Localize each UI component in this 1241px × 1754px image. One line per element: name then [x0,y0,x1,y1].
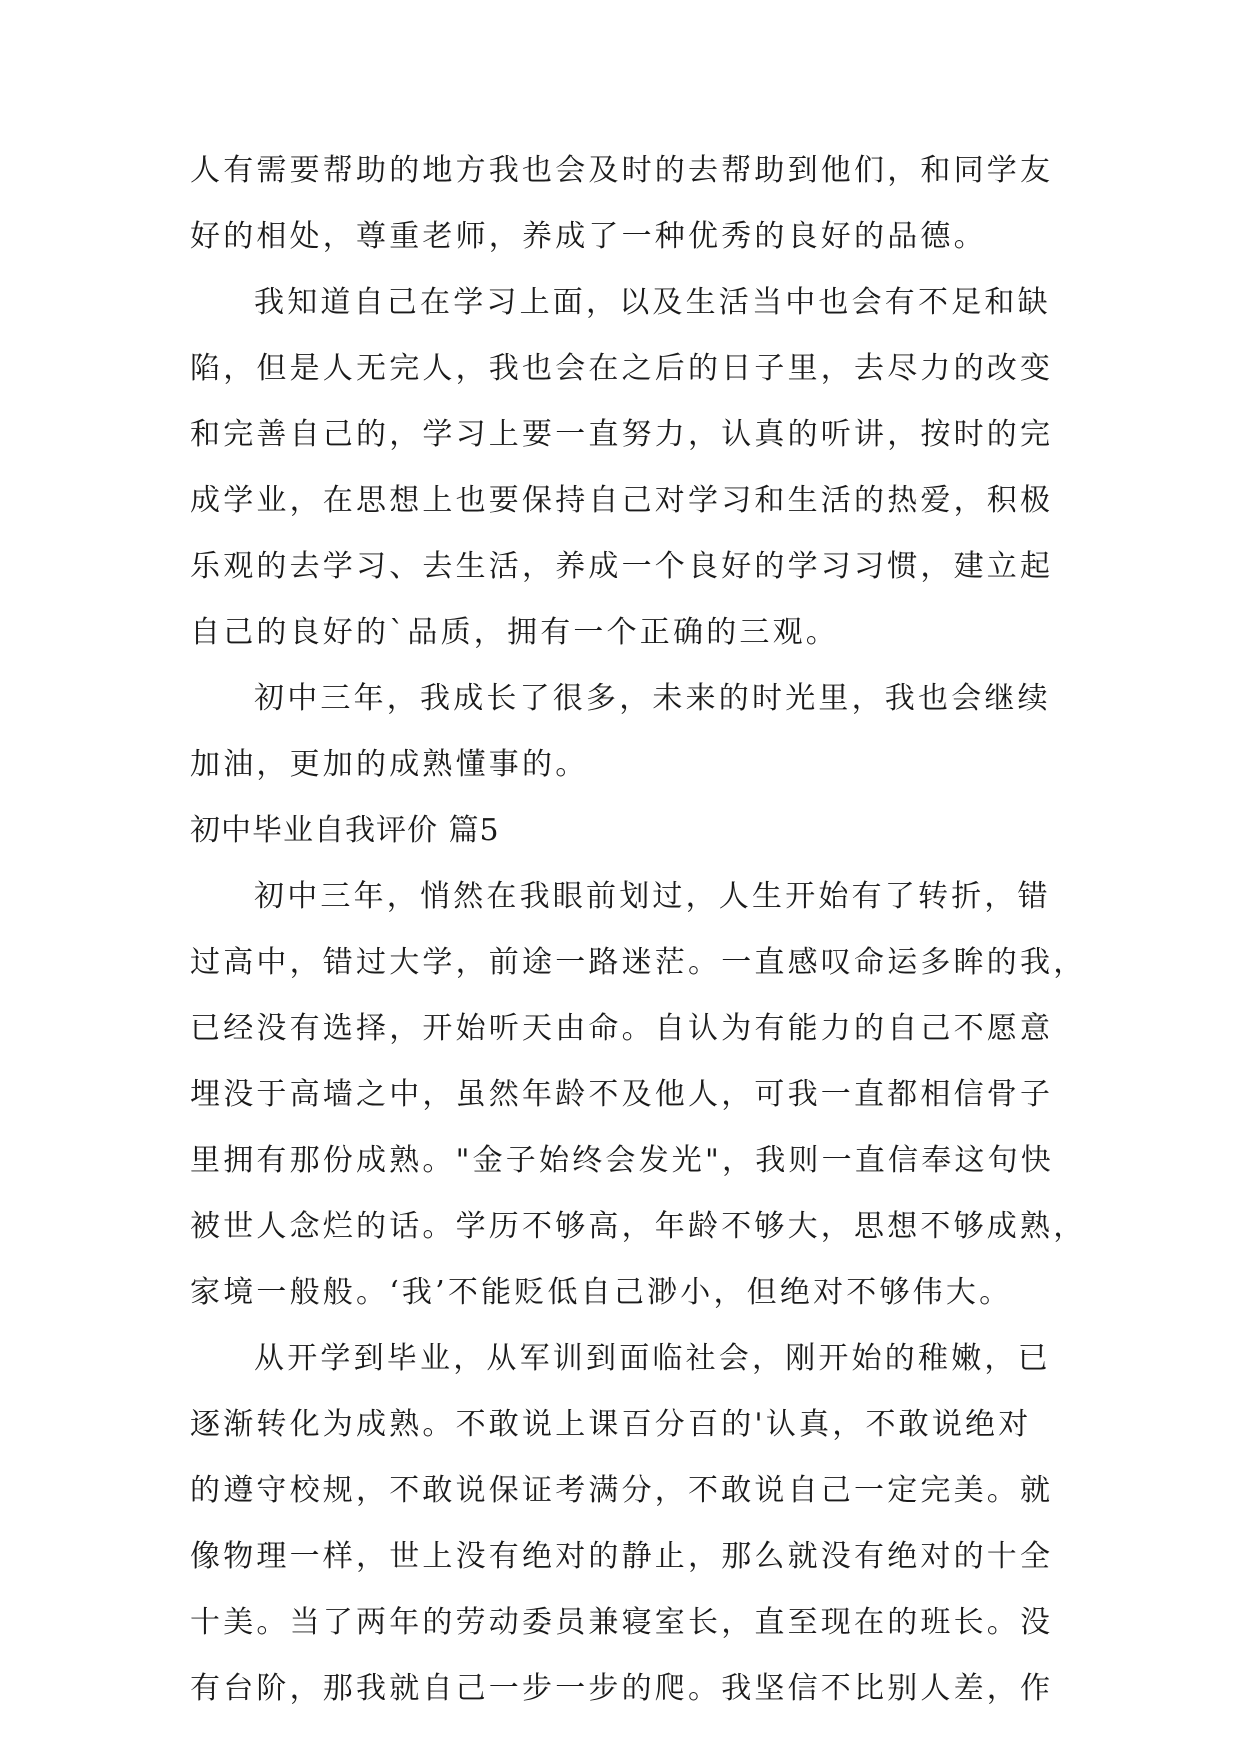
document-page [190,138,1087,1722]
text-line: 我知道自己在学习上面，以及生活当中也会有不足和缺 [254,285,1051,320]
paragraph [190,666,1052,798]
text-line: 被世人念烂的话。学历不够高，年龄不够大，思想不够成熟， [190,1209,1087,1244]
text-line: 已经没有选择，开始听天由命。自认为有能力的自己不愿意 [190,1011,1054,1046]
text-line: 逐渐转化为成熟。不敢说上课百分百的'认真，不敢说绝对 [190,1407,1032,1442]
text-line: 成学业，在思想上也要保持自己对学习和生活的热爱，积极 [190,483,1054,518]
text-line: 乐观的去学习、去生活，养成一个良好的学习习惯，建立起 [190,549,1054,584]
paragraph-continued [190,138,1052,270]
text-line: 陷，但是人无完人，我也会在之后的日子里，去尽力的改变 [190,351,1054,386]
text-line: 初中三年，我成长了很多，未来的时光里，我也会继续 [254,681,1051,716]
paragraph [190,864,1087,1326]
text-line: 人有需要帮助的地方我也会及时的去帮助到他们，和同学友 [190,153,1054,188]
section-heading: 初中毕业自我评价 篇5 [190,813,500,848]
paragraph [190,270,1052,666]
text-line: 里拥有那份成熟。"金子始终会发光"，我则一直信奉这句快 [190,1143,1054,1178]
text-line: 十美。当了两年的劳动委员兼寝室长，直至现在的班长。没 [190,1605,1054,1640]
text-line: 加油，更加的成熟懂事的。 [190,747,589,782]
text-line: 初中三年，悄然在我眼前划过，人生开始有了转折，错 [254,879,1051,914]
text-line: 家境一般般。‘我’不能贬低自己渺小，但绝对不够伟大。 [190,1275,1013,1310]
text-line: 的遵守校规，不敢说保证考满分，不敢说自己一定完美。就 [190,1473,1054,1508]
text-line: 好的相处，尊重老师，养成了一种优秀的良好的品德。 [190,219,987,254]
text-line: 埋没于高墙之中，虽然年龄不及他人，可我一直都相信骨子 [190,1077,1054,1112]
text-line: 过高中，错过大学，前途一路迷茫。一直感叹命运多眸的我， [190,945,1087,980]
text-line: 从开学到毕业，从军训到面临社会，刚开始的稚嫩，已 [254,1341,1051,1376]
text-line: 有台阶，那我就自己一步一步的爬。我坚信不比别人差，作 [190,1671,1054,1706]
paragraph [190,1326,1052,1722]
text-line: 像物理一样，世上没有绝对的静止，那么就没有绝对的十全 [190,1539,1054,1574]
text-line: 和完善自己的，学习上要一直努力，认真的听讲，按时的完 [190,417,1054,452]
text-line: 自己的良好的`品质，拥有一个正确的三观。 [190,615,839,650]
